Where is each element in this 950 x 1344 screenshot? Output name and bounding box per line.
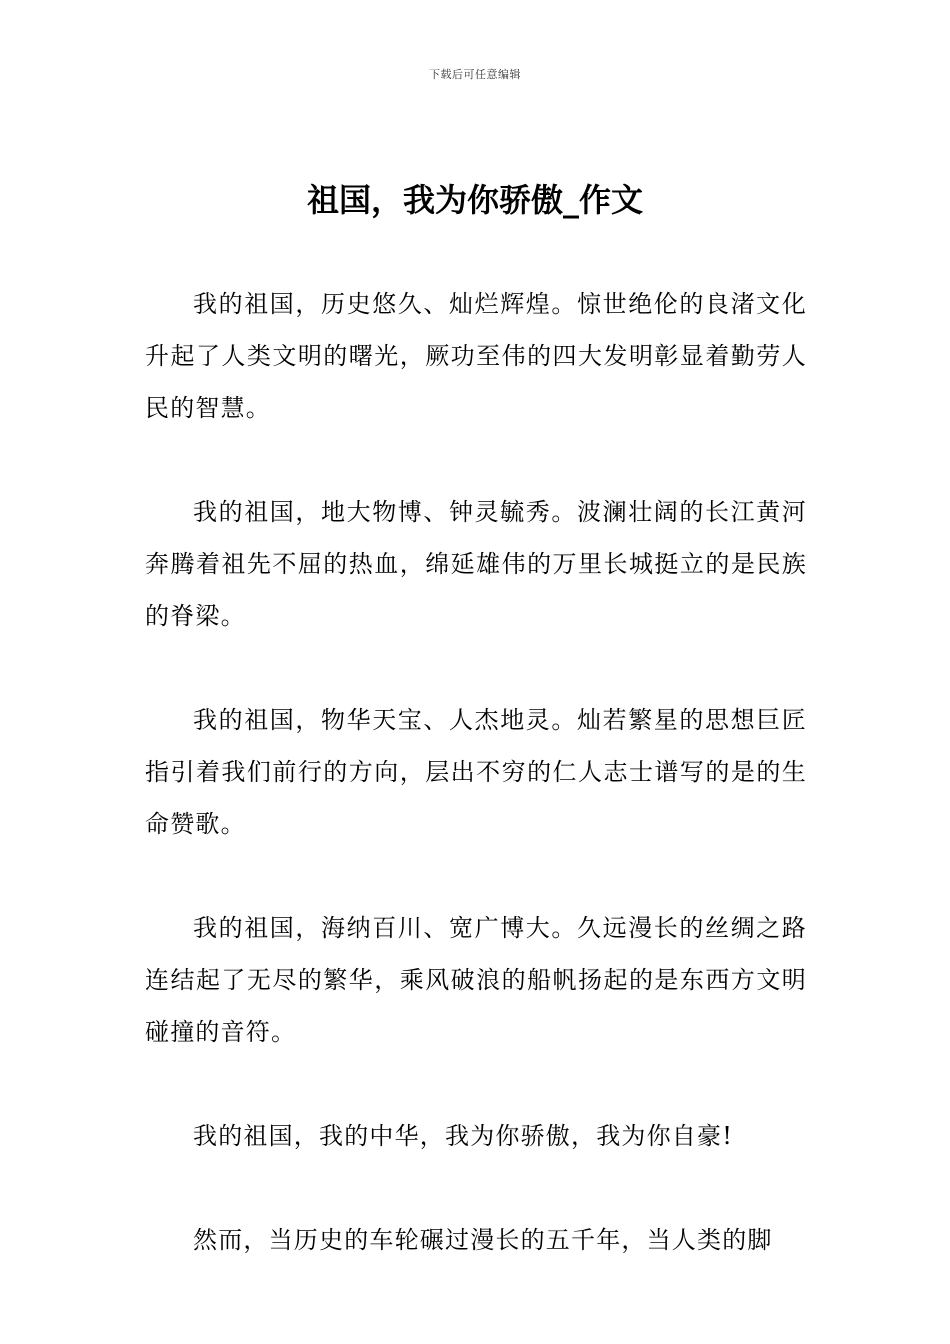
paragraph-2: 我的祖国，地大物博、钟灵毓秀。波澜壮阔的长江黄河奔腾着祖先不屈的热血，绵延雄伟的万里长城挺立的是民族的脊梁。 [145,498,807,630]
document-body [145,278,807,1318]
page-header-note: 下载后可任意编辑 [429,68,521,81]
paragraph-3: 我的祖国，物华天宝、人杰地灵。灿若繁星的思想巨匠指引着我们前行的方向，层出不穷的仁人志士谱写的是的生命赞歌。 [145,706,807,838]
paragraph-4: 我的祖国，海纳百川、宽广博大。久远漫长的丝绸之路连结起了无尽的繁华，乘风破浪的船帆扬起的是东西方文明碰撞的音符。 [145,914,807,1046]
paragraph-5: 我的祖国，我的中华，我为你骄傲，我为你自豪! [193,1122,734,1150]
paragraph-6: 然而，当历史的车轮碾过漫长的五千年，当人类的脚 [193,1226,773,1254]
paragraph-1: 我的祖国，历史悠久、灿烂辉煌。惊世绝伦的良渚文化升起了人类文明的曙光，厥功至伟的四大发明彰显着勤劳人民的智慧。 [145,290,807,422]
document-title: 祖国，我为你骄傲_作文 [306,181,643,219]
